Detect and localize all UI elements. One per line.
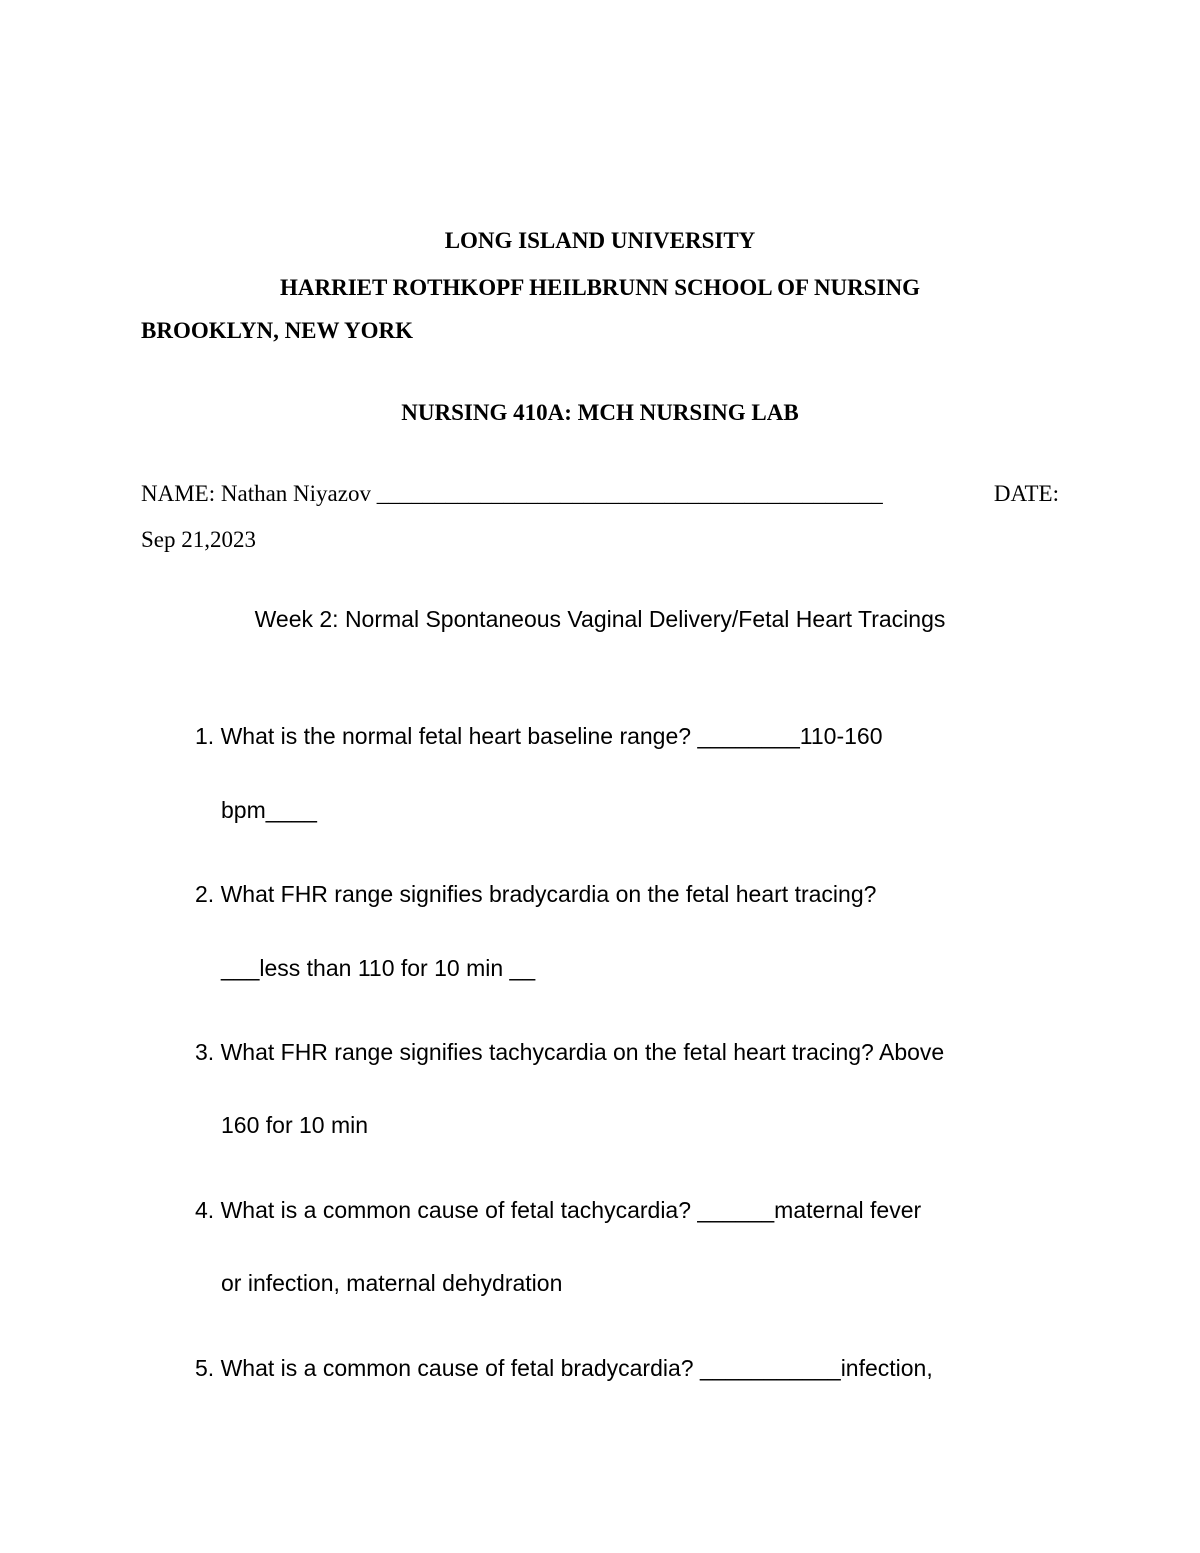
name-value: Nathan Niyazov (220, 481, 371, 506)
question-1-answer-unit: bpm (221, 797, 266, 823)
question-3-text: 3. What FHR range signifies tachycardia on the fetal heart tracing? (195, 1039, 874, 1065)
question-4-blank: ______ (697, 1197, 775, 1223)
question-2-leading-blank: ___ (221, 955, 260, 981)
question-2-text: 2. What FHR range signifies bradycardia on the fetal heart tracing? (195, 881, 877, 907)
question-4-text: 4. What is a common cause of fetal tachycardia? (195, 1197, 698, 1223)
question-3-continued (221, 1112, 368, 1139)
date-label: DATE: (993, 481, 1059, 506)
worksheet-title: Week 2: Normal Spontaneous Vaginal Delivery/Fetal Heart Tracings (254, 606, 946, 632)
question-4-continued (221, 1270, 562, 1297)
university-name: LONG ISLAND UNIVERSITY (444, 228, 756, 253)
question-4 (195, 1197, 921, 1224)
question-2 (195, 881, 876, 908)
question-1 (195, 723, 883, 750)
question-1-blank: ________ (697, 723, 800, 749)
date-value: Sep 21,2023 (141, 527, 256, 552)
question-3 (195, 1039, 944, 1066)
school-name: HARRIET ROTHKOPF HEILBRUNN SCHOOL OF NURSING (279, 275, 921, 300)
question-5-answer: infection, (840, 1355, 933, 1381)
name-date-line (141, 481, 1059, 507)
question-5 (195, 1355, 933, 1382)
question-1-trailing-blank: ____ (265, 797, 317, 823)
question-2-continued (221, 955, 535, 982)
question-3-answer: Above (873, 1039, 945, 1065)
question-2-answer: less than 110 for 10 min (259, 955, 510, 981)
question-5-text: 5. What is a common cause of fetal bradycardia? (195, 1355, 700, 1381)
name-blank: ____________________________________________ (376, 481, 883, 506)
question-1-answer: 110-160 (799, 723, 883, 749)
question-3-answer-continued: 160 for 10 min (221, 1112, 369, 1138)
question-1-continued (221, 797, 317, 824)
name-label: NAME: (141, 481, 216, 506)
question-5-blank: ___________ (699, 1355, 841, 1381)
question-2-trailing-blank: __ (509, 955, 536, 981)
course-title: NURSING 410A: MCH NURSING LAB (401, 400, 799, 425)
question-4-answer-continued: or infection, maternal dehydration (221, 1270, 563, 1296)
school-location: BROOKLYN, NEW YORK (141, 318, 414, 343)
question-1-text: 1. What is the normal fetal heart baseline range? (195, 723, 698, 749)
question-4-answer: maternal fever (774, 1197, 922, 1223)
